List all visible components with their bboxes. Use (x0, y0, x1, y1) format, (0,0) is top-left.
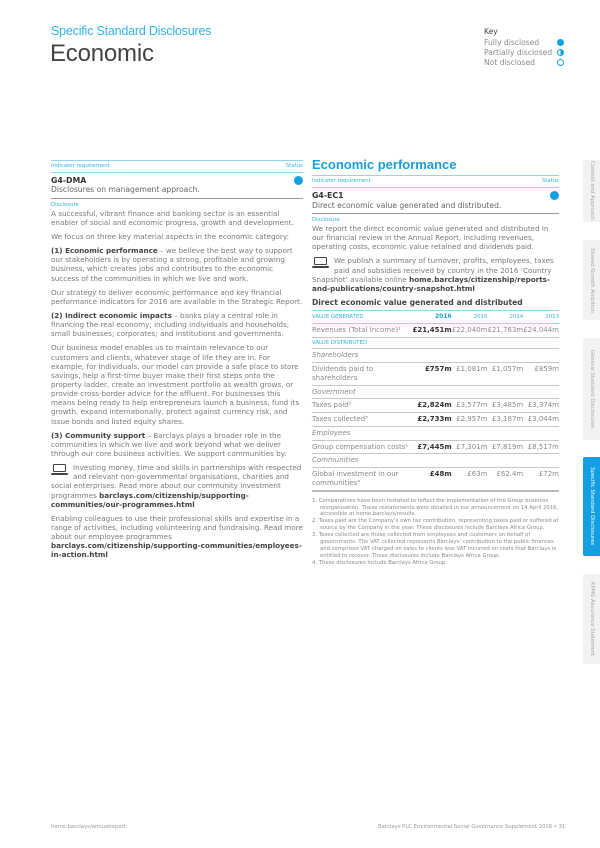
disclosure-label: Disclosure (51, 201, 79, 208)
cell: £2,824m (413, 399, 452, 413)
indicator-code-row (51, 176, 303, 186)
side-tab-label: KPMG Assurance Statement (588, 581, 595, 657)
cell: £21,451m (413, 323, 452, 337)
cell: £7,301m (452, 440, 488, 454)
footnotes (312, 498, 559, 567)
status-header-label: Status (541, 178, 559, 185)
country-snapshot-link[interactable]: home.barclays/citizenship/reports-and-publications/country-snapshot.html (312, 274, 550, 293)
paragraph-text: – Barclays plays a broader role in the communities in which we live and work beyond what we deliver through our core business activities. We support communities by: (51, 430, 287, 458)
paragraph-community-investment (51, 463, 303, 509)
cell: £3,187m (487, 413, 523, 427)
row-label: Dividends paid to shareholders (312, 363, 413, 386)
category-label: Employees (312, 426, 559, 440)
key-label: Partially disclosed (484, 47, 553, 57)
paragraph-country-snapshot (312, 256, 559, 293)
indicator-header (51, 160, 303, 173)
indicator-code: G4-DMA (51, 175, 87, 185)
half-circle-icon (557, 49, 564, 56)
cell: £62.4m (487, 468, 523, 491)
right-column (312, 157, 559, 566)
indicator-header-label: Indicator requirement (312, 178, 371, 185)
footnote: 2. Taxes paid are the Company’s own tax contribution, representing taxes paid or suffered at source by the Company in the year. These disclosures include Barclays Africa Group. (312, 518, 559, 532)
cell: £22,040m (452, 323, 488, 337)
paragraph-text: – we believe the best way to support our stakeholders is by operating a strong, profitable and growing business, which creates jobs and contributes to the economic success of the communities in which we live and work. (51, 246, 293, 283)
cell: £1,057m (487, 363, 523, 386)
side-tab-context-approach[interactable] (583, 160, 600, 222)
side-tab-label: Specific Standard Disclosures (588, 467, 595, 546)
paragraph-heading: (1) Economic performance (51, 246, 158, 256)
economic-value-table (312, 310, 559, 491)
row-label: Group compensation costs¹ (312, 440, 413, 454)
key-label: Fully disclosed (484, 37, 540, 47)
table-row (312, 440, 559, 454)
indicator-description: Direct economic value generated and distributed. (312, 201, 559, 214)
footnote: 4. These disclosures include Barclays Africa Group. (312, 559, 448, 566)
cell: £21,763m (487, 323, 523, 337)
status-key (484, 27, 564, 67)
cell: £757m (413, 363, 452, 386)
table-row (312, 363, 559, 386)
cell: £3,485m (487, 399, 523, 413)
category-label: Communities (312, 454, 559, 468)
paragraph-economic-performance (51, 246, 303, 283)
disclosure-label: Disclosure (312, 217, 340, 224)
paragraph: Our strategy to deliver economic performance and key financial performance indicators for 2016 are available in the Strategic Report. (51, 287, 303, 306)
paragraph-community-support (51, 431, 303, 458)
full-circle-icon (557, 39, 564, 46)
indicator-description: Disclosures on management approach. (51, 185, 303, 198)
paragraph-text: Investing money, time and skills in partnerships with respected and relevant non-governmental organisations, charities and social enterprises. Read more about our community investment programmes (51, 463, 302, 500)
year-header: 2014 (487, 311, 523, 324)
category-label: Government (312, 385, 559, 399)
cell: £3,044m (523, 413, 559, 427)
footnote: 1. Comparatives have been restated to reflect the implementation of the Group business reorganisation. These restatements were detailed in our announcement on 14 April 2016, accessible at home.barclays/results. (312, 497, 559, 518)
cell: £7,445m (413, 440, 452, 454)
side-tab-label: Shared Growth Ambition (588, 247, 595, 313)
key-title: Key (484, 27, 498, 36)
cell: £8,517m (523, 440, 559, 454)
paragraph-indirect-impacts (51, 311, 303, 338)
table-category-row (312, 349, 559, 363)
table-row (312, 413, 559, 427)
footer-url[interactable]: home.barclays/annualreport (51, 824, 126, 830)
side-tab-kpmg-assurance[interactable] (583, 574, 600, 664)
paragraph-employee-programmes (51, 514, 303, 560)
value-generated-header: VALUE GENERATED (312, 311, 413, 324)
table-title: Direct economic value generated and distributed (312, 297, 523, 307)
paragraph: We focus on three key material aspects in the economic category: (51, 232, 290, 241)
cell: £24,044m (523, 323, 559, 337)
table-row (312, 468, 559, 491)
row-label: Taxes collected³ (312, 413, 413, 427)
row-label: Taxes paid² (312, 399, 413, 413)
cell: £2,957m (452, 413, 488, 427)
side-tab-label: General Standard Disclosures (588, 349, 595, 429)
full-circle-icon (550, 191, 559, 200)
paragraph-text: – banks play a central role in financing the real economy; including individuals and households; small businesses; corporates; and institutions and governments. (51, 310, 290, 339)
key-item-partially (484, 47, 564, 57)
indicator-header-label: Indicator requirement (51, 163, 110, 169)
table-header-row (312, 311, 559, 324)
footnote: 3. Taxes collected are those collected from employees and customers on behalf of governments. The VAT collected represents Barclays’ contribution to the public finances and comprises VAT charged on sales to clients less VAT incurred on costs that Barclays is entitled to recover. These disclosures include Barclays Africa Group. (312, 532, 557, 559)
category-label: Shareholders (312, 349, 559, 363)
value-distributed-header: VALUE DISTRIBUTED (312, 337, 559, 349)
year-header: 2013 (523, 311, 559, 324)
indicator-header (312, 175, 559, 188)
header-subtitle: Specific Standard Disclosures (51, 24, 212, 38)
section-title: Economic performance (312, 157, 457, 172)
cell: £7,819m (487, 440, 523, 454)
cell: £63m (452, 468, 488, 491)
side-tab-shared-growth[interactable] (583, 240, 600, 320)
status-header-label: Status (285, 163, 303, 169)
laptop-icon (51, 464, 68, 475)
paragraph-text: Enabling colleagues to use their professional skills and expertise in a range of activities, including volunteering and fundraising. Read more about our employee programmes (51, 513, 303, 542)
key-label: Not disclosed (484, 57, 535, 67)
table-section-row (312, 337, 559, 349)
year-header: 2016 (413, 311, 452, 324)
footer-page-info: Barclays PLC Environmental Social Governance Supplement 2016 • 31 (378, 824, 566, 830)
cell: £72m (523, 468, 559, 491)
table-category-row (312, 426, 559, 440)
key-item-not (484, 57, 564, 67)
key-item-fully (484, 37, 564, 47)
cell: £1,081m (452, 363, 488, 386)
table-category-row (312, 385, 559, 399)
side-tab-label: Context and Approach (588, 161, 595, 221)
year-header: 2015 (452, 311, 488, 324)
paragraph-text: We publish a summary of turnover, profits, employees, taxes paid and subsidies received by country in the 2016 ‘Country Snapshot’ available online (312, 256, 554, 284)
indicator-code-row (312, 191, 559, 201)
left-column (51, 160, 303, 565)
laptop-icon (312, 257, 329, 268)
table-row (312, 399, 559, 413)
cell: £2,733m (413, 413, 452, 427)
table-category-row (312, 454, 559, 468)
cell: £48m (413, 468, 452, 491)
employee-programmes-link[interactable]: barclays.com/citizenship/supporting-communities/employees-in-action.html (51, 541, 302, 560)
indicator-code: G4-EC1 (312, 191, 344, 200)
row-label: Revenues (Total Income)¹ (312, 323, 413, 337)
community-programmes-link[interactable]: barclays.com/citizenship/supporting-communities/our-programmes.html (51, 490, 249, 509)
paragraph-heading: (3) Community support (51, 430, 146, 440)
paragraph: A successful, vibrant finance and banking sector is an essential enabler of social and economic progress, growth and development. (51, 208, 294, 227)
table-row (312, 323, 559, 337)
cell: £3,374m (523, 399, 559, 413)
side-tab-general-standard[interactable] (583, 338, 600, 440)
full-circle-icon (294, 176, 303, 185)
paragraph-heading: (2) Indirect economic impacts (51, 310, 172, 320)
page-title: Economic (50, 40, 154, 67)
cell: £859m (523, 363, 559, 386)
cell: £3,577m (452, 399, 488, 413)
row-label: Global investment in our communities⁴ (312, 468, 413, 491)
empty-circle-icon (557, 59, 564, 66)
paragraph: We report the direct economic value generated and distributed in our financial review in the Annual Report, including revenues, operating costs, economic value retained and dividends paid. (312, 223, 549, 252)
side-tab-specific-standard[interactable] (583, 457, 600, 556)
paragraph: Our business model enables us to maintain relevance to our customers and clients, whatever stage of life they are in. For example, for individuals, our model can provide a safe place to store savings, help a first-time buyer make their first steps onto the property ladder, create an investment portfolio as wealth grows, or provide cross-border advice for the affluent. For businesses this means being ready to help entrepreneurs launch a business, fund its growth, expand internationally, protect against currency risk, and issue bonds and listed equity shares. (51, 343, 300, 426)
